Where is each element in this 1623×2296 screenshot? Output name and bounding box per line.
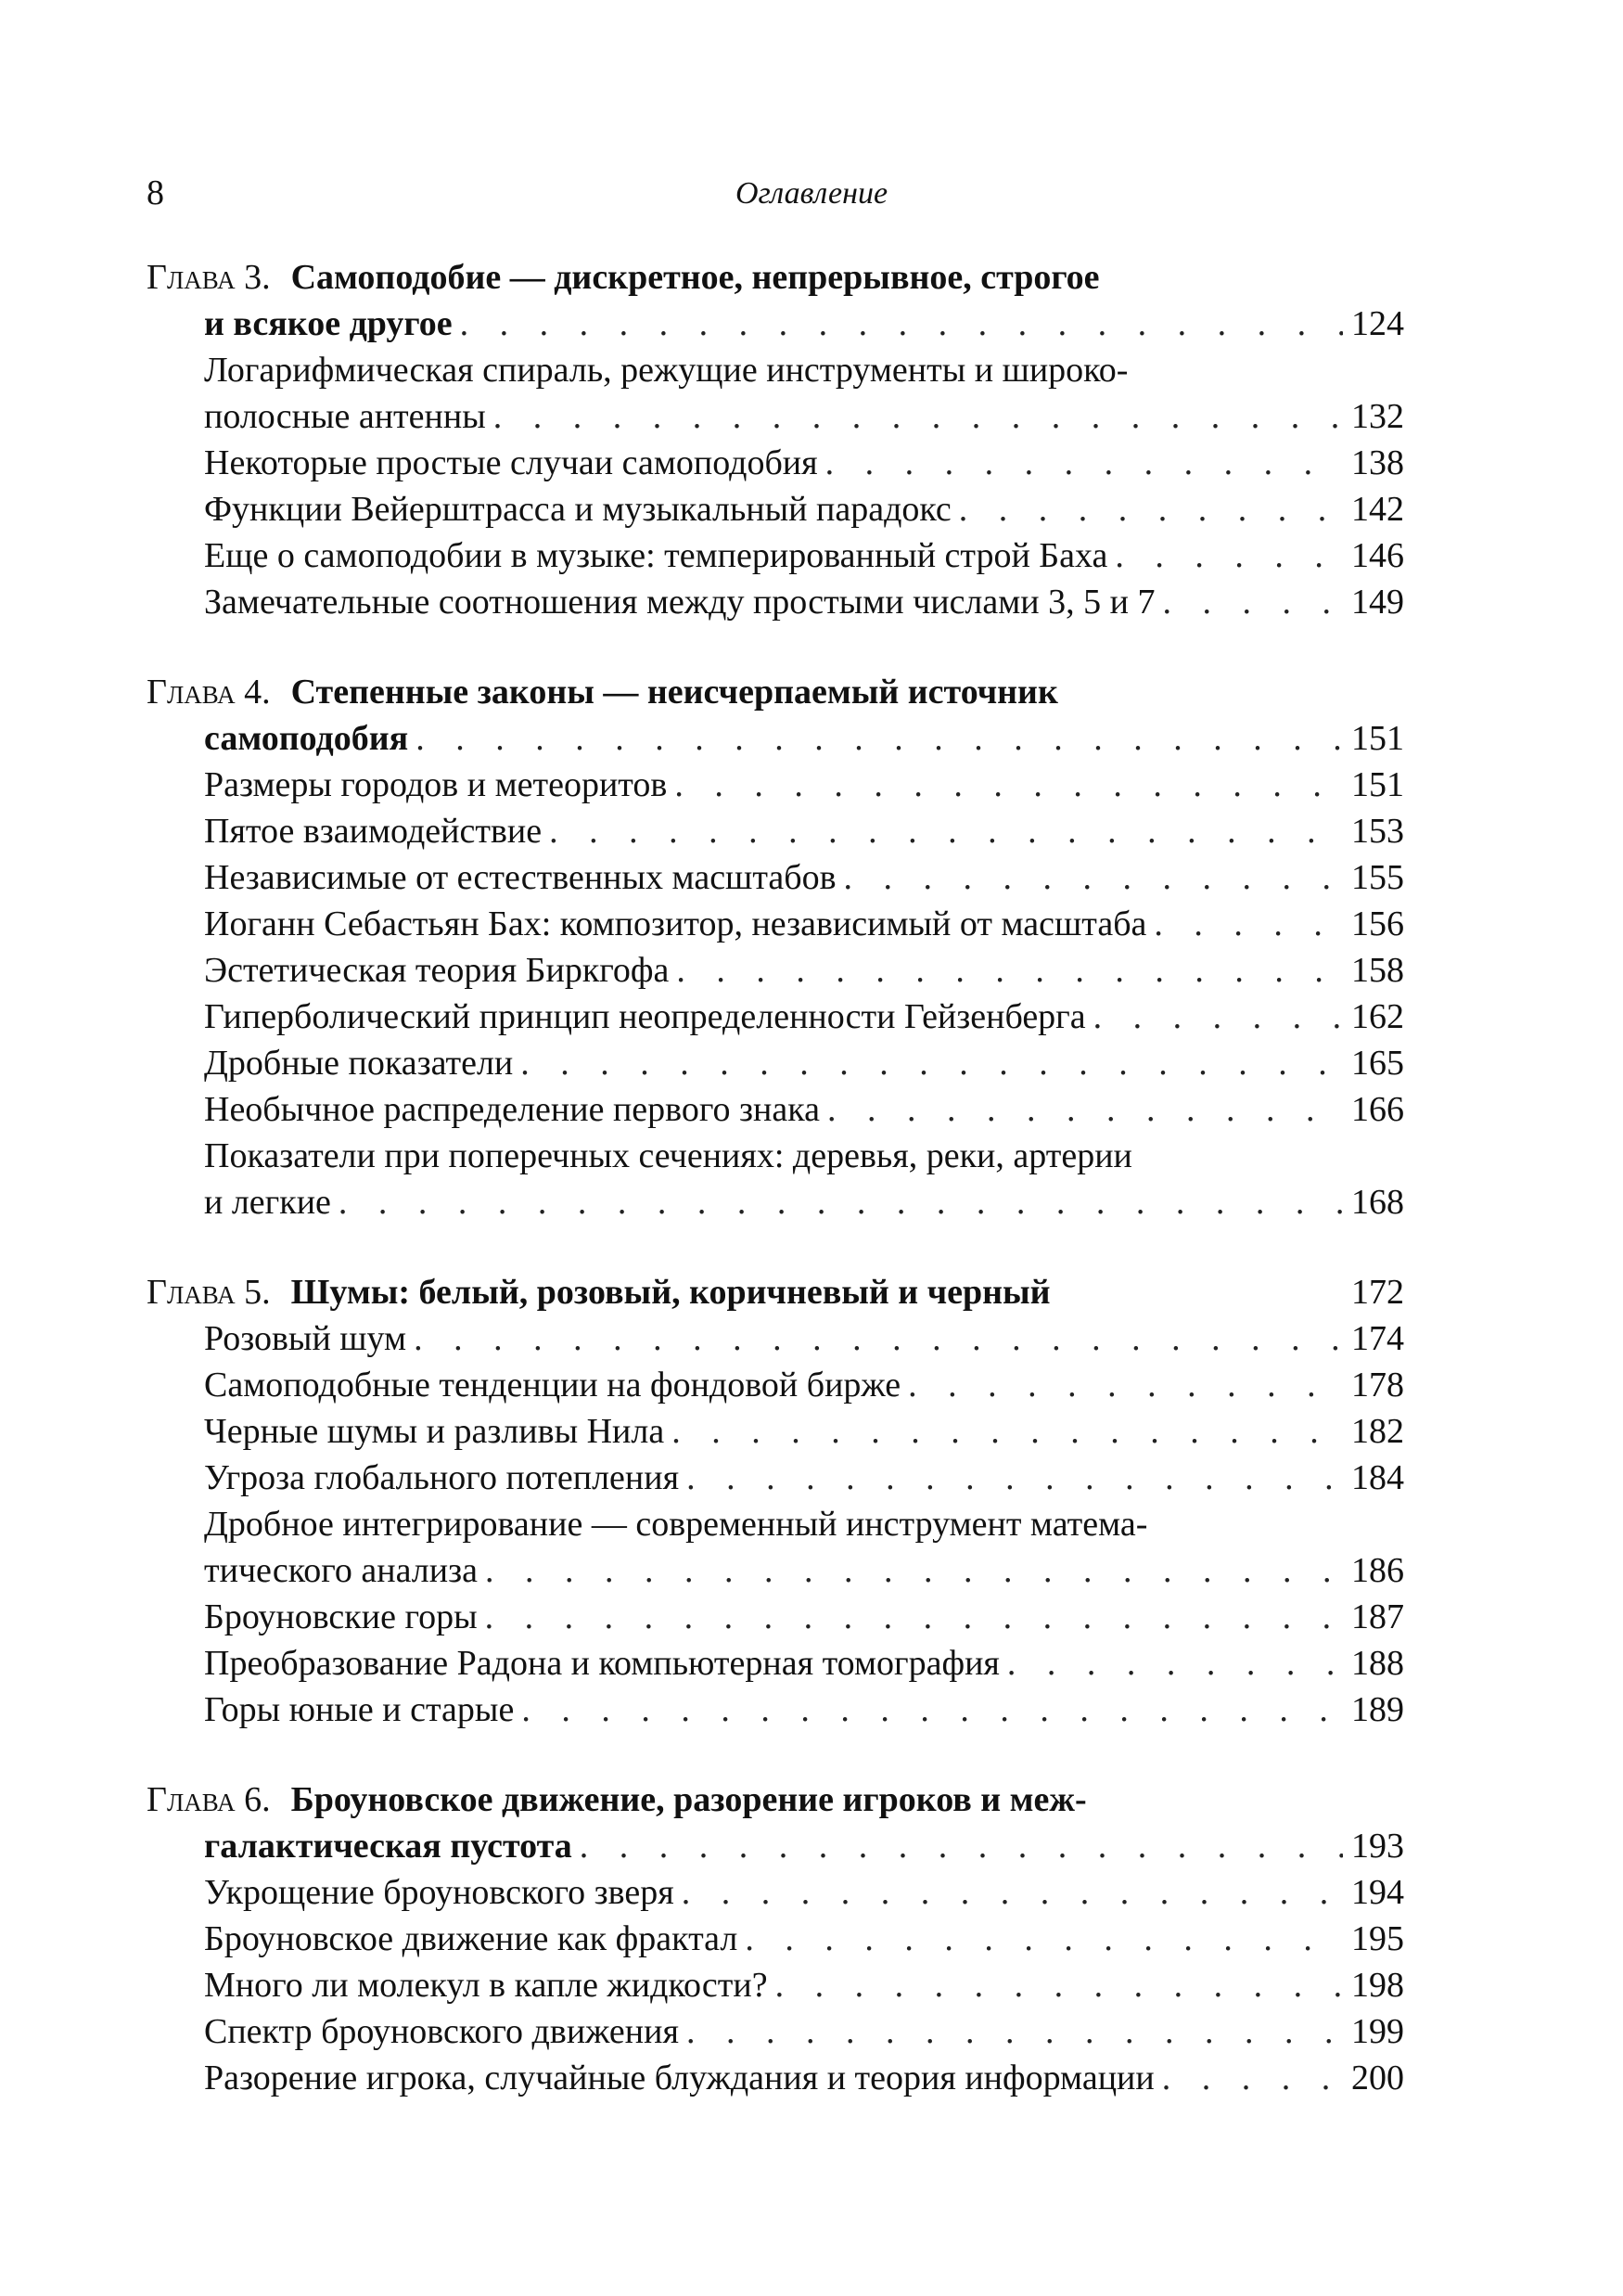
toc-entry[interactable] [147,1547,1404,1594]
toc-entry[interactable] [147,532,1404,579]
leader-dots [952,486,1343,532]
chapter-page: 124 [1351,304,1404,343]
section-line1[interactable]: Логарифмическая спираль, режущие инструменты и широко- [204,351,1129,390]
toc-entry[interactable] [147,1362,1404,1408]
section-title: полосные антенны [204,397,486,436]
section-page: 142 [1351,490,1404,529]
section-title: и легкие [204,1183,331,1222]
page-header [0,173,1623,219]
chapter-title-line2-row[interactable] [147,715,1404,762]
section-page: 146 [1351,536,1404,575]
toc-entry[interactable] [147,808,1404,854]
leader-dots [406,1315,1343,1362]
leader-dots [679,2008,1343,2055]
leader-dots [768,1962,1343,2008]
section-title: Функции Вейерштрасса и музыкальный парадокс [204,490,952,529]
section-page: 200 [1351,2059,1404,2097]
toc-entry[interactable] [147,393,1404,440]
chapter-page: 151 [1351,719,1404,758]
leader-dots [572,1823,1343,1869]
section-title: Еще о самоподобии в музыке: темперированный строй Баха [204,536,1108,575]
section-title: Броуновское движение как фрактал [204,1919,738,1958]
section-page: 153 [1351,812,1404,851]
section-title: Броуновские горы [204,1597,478,1636]
leader-dots [514,1687,1343,1733]
chapter-title-line1: Степенные законы — неисчерпаемый источник [290,673,1058,712]
toc-entry[interactable] [147,486,1404,532]
chapter-page: 172 [1351,1273,1404,1312]
toc-entry[interactable] [147,1640,1404,1687]
section-page: 187 [1351,1597,1404,1636]
leader-dots [667,762,1343,808]
running-title: Оглавление [735,176,888,211]
toc-entry[interactable] [147,1315,1404,1362]
leader-dots [478,1547,1343,1594]
section-page: 156 [1351,904,1404,943]
section-title: Самоподобные тенденции на фондовой бирже [204,1366,901,1405]
chapter-prefix: Глава 3. [147,258,271,297]
leader-dots [669,947,1343,994]
section-page: 151 [1351,765,1404,804]
toc-entry[interactable] [147,1455,1404,1501]
leader-dots [542,808,1343,854]
leader-dots [486,393,1343,440]
section-page: 149 [1351,583,1404,622]
table-of-contents [147,254,1404,2145]
section-page: 195 [1351,1919,1404,1958]
section-page: 162 [1351,997,1404,1036]
section-title: тического анализа [204,1551,478,1590]
section-page: 182 [1351,1412,1404,1451]
section-page: 194 [1351,1873,1404,1912]
section-title: Розовый шум [204,1319,407,1358]
section-page: 168 [1351,1183,1404,1222]
chapter-title[interactable] [147,1777,1404,1823]
page-number: 8 [147,173,164,212]
leader-dots [513,1040,1343,1086]
leader-dots [1155,2055,1343,2101]
section-title: Замечательные соотношения между простыми числами 3, 5 и 7 [204,583,1156,622]
toc-entry[interactable] [147,1687,1404,1733]
leader-dots [820,1086,1343,1133]
section-title: Разорение игрока, случайные блуждания и теория информации [204,2059,1155,2097]
section-title: Дробные показатели [204,1044,514,1083]
leader-dots [679,1455,1343,1501]
section-title: Угроза глобального потепления [204,1458,680,1497]
section-title: Иоганн Себастьян Бах: композитор, независимый от масштаба [204,904,1147,943]
toc-entry[interactable] [147,1594,1404,1640]
leader-dots [453,301,1343,347]
leader-dots [1086,994,1343,1040]
chapter-title-line2: галактическая пустота [204,1827,572,1866]
section-title: Много ли молекул в капле жидкости? [204,1966,768,2005]
leader-dots [901,1362,1343,1408]
section-title: Преобразование Радона и компьютерная томография [204,1644,1000,1683]
section-title: Некоторые простые случаи самоподобия [204,443,818,482]
leader-dots [737,1916,1343,1962]
toc-entry[interactable] [147,579,1404,625]
chapter-title-line1: Самоподобие — дискретное, непрерывное, строгое [290,258,1100,297]
leader-dots [478,1594,1343,1640]
toc-entry[interactable] [147,2055,1404,2101]
leader-dots [674,1869,1343,1916]
section-page: 189 [1351,1690,1404,1729]
chapter-title-line1: Броуновское движение, разорение игроков и меж- [290,1780,1087,1819]
section-title: Размеры городов и метеоритов [204,765,668,804]
leader-dots [818,440,1343,486]
chapter-3 [147,254,1404,625]
chapter-4 [147,669,1404,1225]
toc-entry[interactable] [147,1086,1404,1133]
toc-entry[interactable] [147,1179,1404,1225]
leader-dots [1155,579,1343,625]
section-title: Необычное распределение первого знака [204,1090,820,1129]
section-page: 138 [1351,443,1404,482]
toc-entry[interactable] [147,901,1404,947]
section-title: Черные шумы и разливы Нила [204,1412,665,1451]
section-page: 165 [1351,1044,1404,1083]
section-title: Укрощение броуновского зверя [204,1873,674,1912]
leader-dots [1146,901,1343,947]
toc-entry[interactable] [147,1040,1404,1086]
toc-entry[interactable] [147,1916,1404,1962]
chapter-page: 193 [1351,1827,1404,1866]
chapter-prefix: Глава 5. [147,1273,271,1312]
section-page: 188 [1351,1644,1404,1683]
leader-dots [664,1408,1343,1455]
section-page: 198 [1351,1966,1404,2005]
toc-entry[interactable] [147,762,1404,808]
chapter-title-line1: Шумы: белый, розовый, коричневый и черный [290,1273,1051,1312]
toc-entry[interactable] [147,994,1404,1040]
leader-dots [1000,1640,1343,1687]
chapter-6 [147,1777,1404,2101]
chapter-prefix: Глава 4. [147,673,271,712]
section-title: Гиперболический принцип неопределенности Гейзенберга [204,997,1086,1036]
chapter-title-line2-row[interactable] [147,301,1404,347]
chapter-title-line2: и всякое другое [204,304,453,343]
leader-dots [408,715,1343,762]
chapter-title-line2-row[interactable] [147,1823,1404,1869]
section-page: 158 [1351,951,1404,990]
section-title: Независимые от естественных масштабов [204,858,837,897]
toc-entry[interactable] [147,854,1404,901]
chapter-5 [147,1269,1404,1733]
section-page: 199 [1351,2012,1404,2051]
section-page: 174 [1351,1319,1404,1358]
chapter-title-line2: самоподобия [204,719,409,758]
chapter-title[interactable] [147,669,1404,715]
leader-dots [1107,532,1343,579]
chapter-prefix: Глава 6. [147,1780,271,1819]
leader-dots [331,1179,1343,1225]
section-line1[interactable]: Дробное интегрирование — современный инструмент матема- [204,1505,1148,1544]
section-page: 186 [1351,1551,1404,1590]
toc-entry[interactable] [147,2008,1404,2055]
section-title: Эстетическая теория Биркгофа [204,951,670,990]
chapter-title[interactable] [147,1269,1404,1315]
leader-dots [837,854,1343,901]
section-page: 184 [1351,1458,1404,1497]
toc-entry[interactable] [147,440,1404,486]
section-page: 155 [1351,858,1404,897]
toc-entry[interactable] [147,947,1404,994]
section-title: Горы юные и старые [204,1690,515,1729]
section-title: Пятое взаимодействие [204,812,543,851]
toc-entry[interactable] [147,1962,1404,2008]
section-title: Спектр броуновского движения [204,2012,679,2051]
section-page: 178 [1351,1366,1404,1405]
section-page: 132 [1351,397,1404,436]
toc-entry[interactable] [147,1869,1404,1916]
section-line1[interactable]: Показатели при поперечных сечениях: деревья, реки, артерии [204,1136,1132,1175]
section-page: 166 [1351,1090,1404,1129]
chapter-title[interactable] [147,254,1404,301]
toc-entry[interactable] [147,1408,1404,1455]
